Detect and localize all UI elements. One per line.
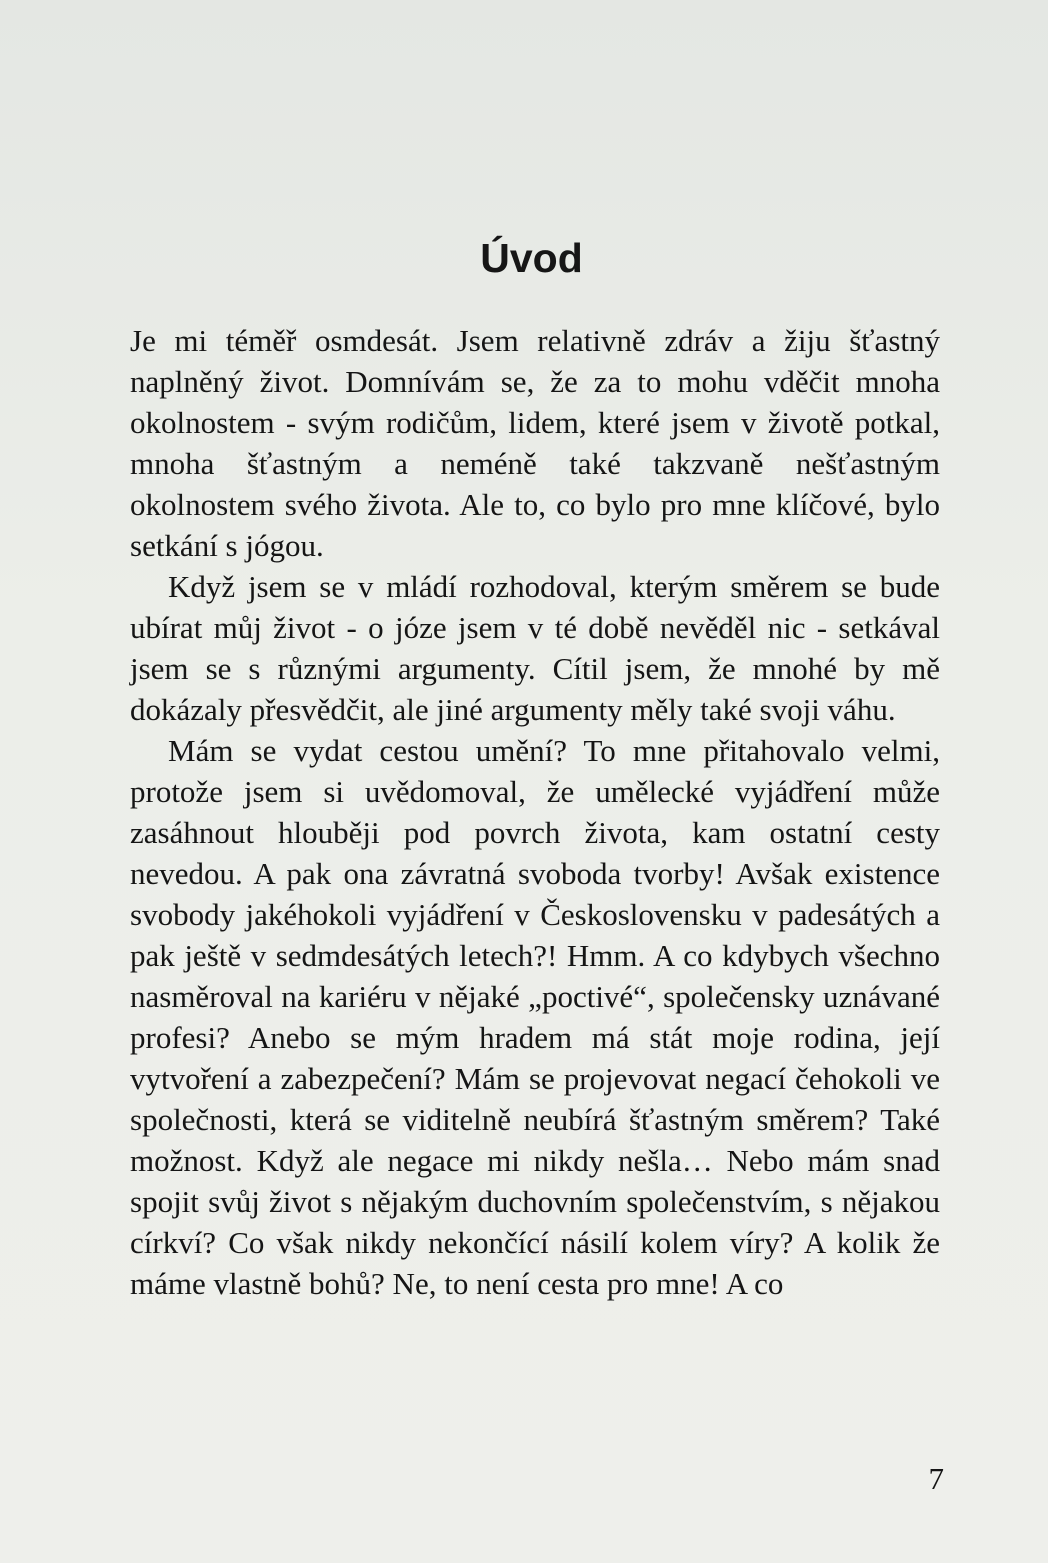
chapter-title: Úvod (480, 235, 583, 281)
paragraph: Mám se vydat cestou umění? To mne přitahovalo velmi, protože jsem si uvědomoval, že umělecké vyjádření může zasáhnout hlouběji pod povrch života, kam ostatní cesty nevedou. A pak ona závratná svoboda tvorby! Avšak existence svobody jakéhokoli vyjádření v Československu v padesátých a pak ještě v sedmdesátých letech?! Hmm. A co kdybych všechno nasměroval na kariéru v nějaké „poctivé“, společensky uznávané profesi? Anebo se mým hradem má stát moje rodina, její vytvoření a zabezpečení? Mám se projevovat negací čehokoli ve společnosti, která se viditelně neubírá šťastným směrem? Také možnost. Když ale negace mi nikdy nešla… Nebo mám snad spojit svůj život s nějakým duchovním společenstvím, s nějakou církví? Co však nikdy nekončící násilí kolem víry? A kolik že máme vlastně bohů? Ne, to není cesta pro mne! A co (130, 733, 940, 1301)
paragraph: Je mi téměř osmdesát. Jsem relativně zdráv a žiju šťastný naplněný život. Domnívám se, že za to mohu vděčit mnoha okolnostem - svým rodičům, lidem, které jsem v životě potkal, mnoha šťastným a neméně také takzvaně nešťastným okolnostem svého života. Ale to, co bylo pro mne klíčové, bylo setkání s jógou. (130, 323, 940, 563)
page-number: 7 (928, 1461, 944, 1496)
paragraph: Když jsem se v mládí rozhodoval, kterým směrem se bude ubírat můj život - o józe jsem v té době nevěděl nic - setkával jsem se s různými argumenty. Cítil jsem, že mnohé by mě dokázaly přesvědčit, ale jiné argumenty měly také svoji váhu. (130, 569, 940, 727)
body-text (130, 320, 940, 1304)
